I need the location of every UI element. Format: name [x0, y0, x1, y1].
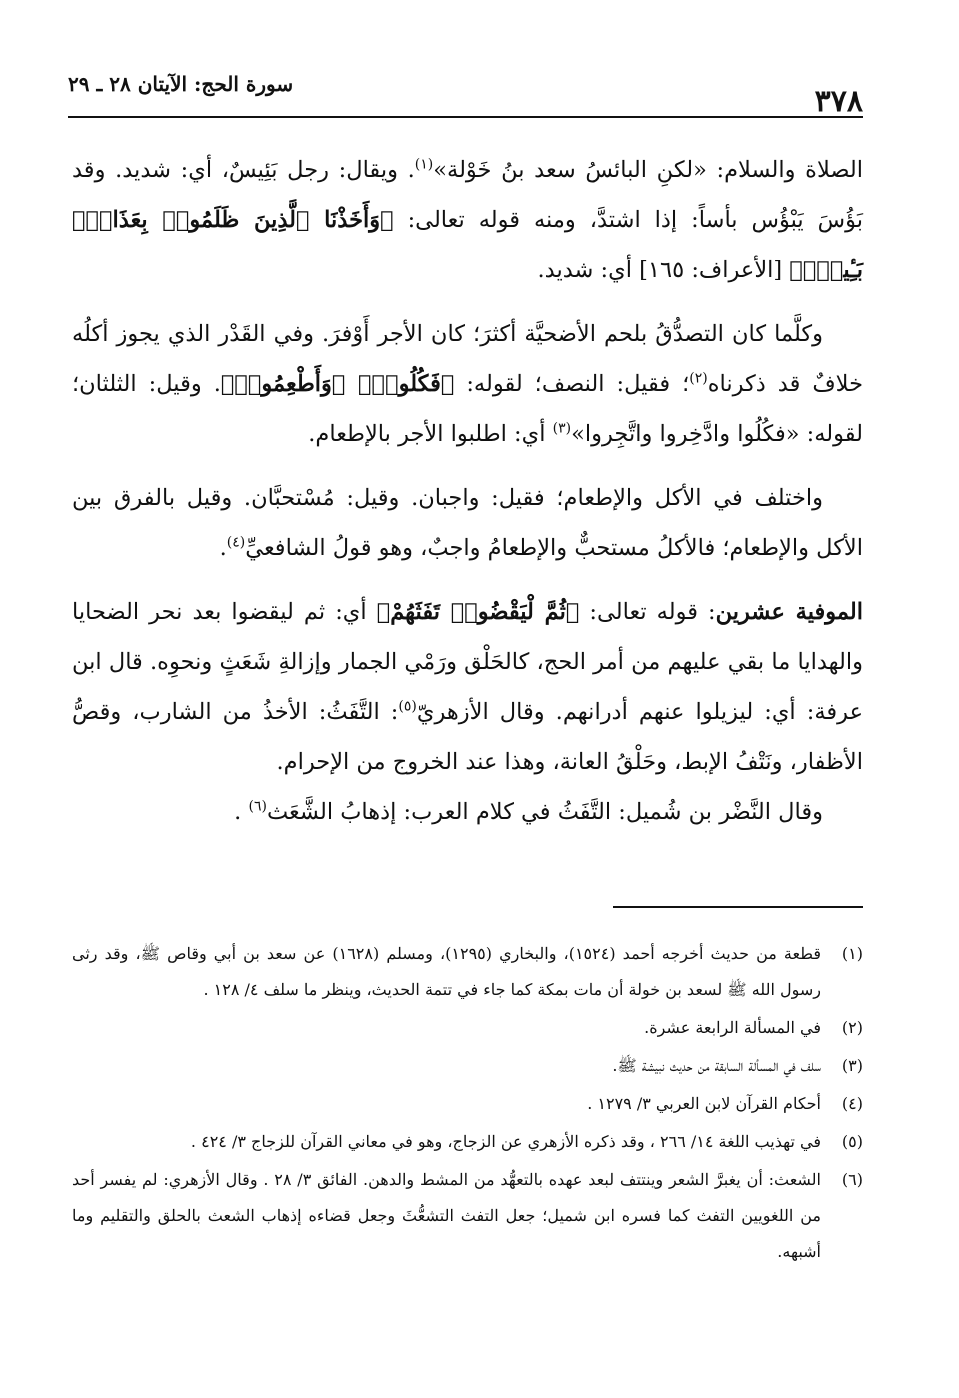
footnote-3: (٣) سلف في المسألة السابقة من حديث نبيشة ﷺ. [612, 1056, 863, 1075]
footnote-ref-2: (٢) [689, 370, 708, 387]
quran-verse: ﴿ثُمَّ لْيَقْضُوا۟ تَفَثَهُمْ﴾ [376, 599, 580, 625]
footnote-5: (٥) في تهذيب اللغة ١٤/ ٢٦٦ ، وقد ذكره الأزهري عن الزجاج، وهو في معاني القرآن للزجاج ٣/ ٤٢٤ . [190, 1132, 863, 1151]
footnote-2: (٢) في المسألة الرابعة عشرة. [644, 1018, 863, 1037]
footnote-4: (٤) أحكام القرآن لابن العربي ٣/ ١٢٧٩ . [587, 1094, 863, 1113]
paragraph-2: وكلَّما كان التصدُّقُ بلحم الأضحيَّة أكثرَ؛ كان الأجر أَوْفرَ. وفي القَدْر الذي يجوز أكلُه خلافٌ قد ذكرناه$^{(٢)}$؛ فقيل: النصف؛ لقوله: ﴿فَكُلُوا۟﴾ ﴿وَأَطْعِمُوا۟﴾. وقيل: الثلثان؛ لقوله: «فكُلُوا وادَّخِروا واتَّجِروا»$^{(٣)}$ أي: اطلبوا الأجر بالإطعام. [72, 321, 863, 447]
quran-verse: ﴿فَكُلُوا۟﴾ ﴿وَأَطْعِمُوا۟﴾ [220, 371, 455, 397]
footnote-ref-3: (٣) [552, 420, 572, 437]
page-number: ٣٧٨ [814, 84, 863, 119]
issue-heading: الموفية عشرين [715, 599, 863, 625]
paragraph-1: الصلاة والسلام: «لكنِ البائسُ سعد بنُ خَوْلة»$^{(١)}$. ويقال: رجل بَئِيسٌ، أي: شديد. وقد بَؤُسَ يَبْؤُس بأساً: إذا اشتدَّ، ومنه قوله تعالى: ﴿وَأَخَذْنَا ٱلَّذِينَ ظَلَمُوا۟ بِعَذَابٍۭ بَـِٔيسٍۭ﴾ [الأعراف: ١٦٥] أي: شديد. [72, 156, 863, 283]
quran-verse: ﴿وَأَخَذْنَا ٱلَّذِينَ ظَلَمُوا۟ بِعَذَابٍۭ بَـِٔيسٍۭ﴾ [72, 207, 863, 283]
footnotes [72, 936, 863, 1272]
main-text [72, 145, 863, 837]
paragraph-5: وقال النَّضْر بن شُميل: التَّفَثُ في كلام العرب: إذهابُ الشَّعَث$^{(٦)}$ . [234, 798, 823, 825]
footnote-ref-5: (٥) [398, 698, 417, 715]
paragraph-4: الموفية عشرين: قوله تعالى: ﴿ثُمَّ لْيَقْضُوا۟ تَفَثَهُمْ﴾ أي: ثم ليقضوا بعد نحر الضحايا والهدايا ما بقي عليهم من أمر الحج، كالحَلْق ورَمْي الجمار وإزالةِ شَعَثٍ ونحوِه. قال ابن عرفة: أي: ليزيلوا عنهم أدرانهم. وقال الأزهريّ$^{(٥)}$: التَّفَثُ: الأخذُ من الشارب، وقصُّ الأظفار، ونَتْفُ الإبط، وحَلْقُ العانة، وهذا عند الخروج من الإحرام. [72, 599, 863, 775]
page-header [68, 64, 863, 118]
footnote-1: (١) قطعة من حديث أخرجه أحمد (١٥٢٤)، والبخاري (١٢٩٥)، ومسلم (١٦٢٨) عن سعد بن أبي وقاص ﷺ، وقد رثى رسول الله ﷺ لسعد بن خولة أن مات بمكة كما جاء في تتمة الحديث، وينظر ما سلف ٤/ ١٢٨ . [72, 944, 863, 999]
footnote-ref-4: (٤) [226, 534, 246, 551]
footnote-separator [613, 906, 863, 908]
running-title: سورة الحج: الآيتان ٢٨ ـ ٢٩ [68, 72, 294, 96]
footnote-ref-6: (٦) [248, 798, 267, 815]
footnote-6: (٦) الشعث: أن يغبرَّ الشعر وينتتف لبعد عهده بالتعهُّد من المشط والدهن. الفائق ٣/ ٢٨ . وقال الأزهري: لم يفسر أحد من اللغويين التفث كما فسره ابن شميل؛ جعل التفث التشعُّثَ وجعل قضاءه إذهاب الشعث بالحلق والتقليم وما أشبهه. [72, 1170, 863, 1261]
footnote-ref-1: (١) [414, 156, 434, 173]
paragraph-3: واختلف في الأكل والإطعام؛ فقيل: واجبان. وقيل: مُسْتحبَّان. وقيل بالفرق بين الأكل والإطعام؛ فالأكلُ مستحبٌّ والإطعامُ واجبٌ، وهو قولُ الشافعيِّ$^{(٤)}$. [72, 485, 863, 561]
